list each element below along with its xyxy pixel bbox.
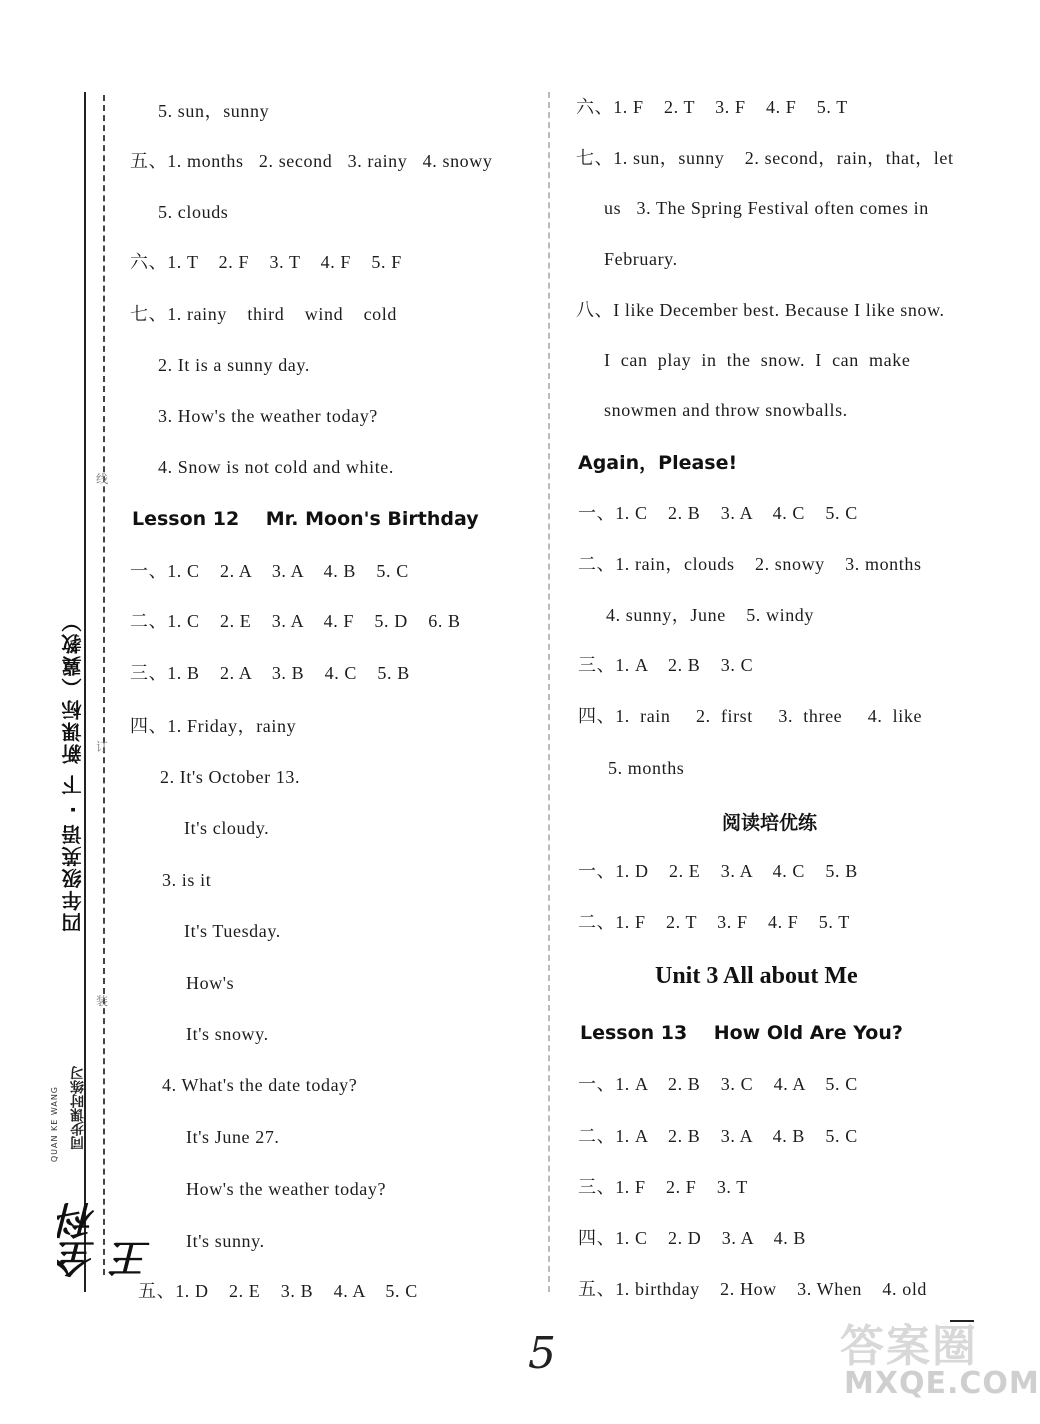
watermark-cn: 答案圈 [840,1321,978,1372]
answer-line: 六、1. T 2. F 3. T 4. F 5. F [130,252,402,272]
watermark [840,1310,1040,1410]
answer-line: 一、1. C 2. B 3. A 4. C 5. C [578,503,858,523]
answer-line: 二、1. C 2. E 3. A 4. F 5. D 6. B [130,611,461,631]
answer-line: 三、1. F 2. F 3. T [578,1177,748,1197]
answer-line: 六、1. F 2. T 3. F 4. F 5. T [576,97,848,117]
answer-line: 5. months [608,758,685,778]
lesson-heading: Again，Please! [578,452,738,474]
watermark-en: MXQE.COM [844,1366,1040,1401]
answer-line: How's [186,973,235,993]
answer-line: 2. It's October 13. [160,767,301,787]
logo-mark: 全科王 [57,1202,157,1278]
book-title: 四年级英语 · 下 新课标（冀教） [61,610,85,933]
page-number: 5 [528,1328,556,1379]
answer-line: 4. What's the date today? [162,1075,358,1095]
answer-line: I can play in the snow. I can make [604,350,911,370]
answer-line: 5. clouds [158,202,229,222]
answer-line: 5. sun，sunny [158,101,270,121]
answer-line: 八、I like December best. Because I like snow. [576,300,945,320]
answer-line: us 3. The Spring Festival often comes in [604,198,929,218]
answer-line: 七、1. sun，sunny 2. second，rain，that，let [576,148,954,168]
answer-line: 五、1. birthday 2. How 3. When 4. old [578,1279,928,1299]
answer-line: It's Tuesday. [184,921,281,941]
logo-subtitle: 同步课时练习 [70,1066,86,1150]
cut-mark: 线 [96,472,109,486]
lesson-heading: Lesson 13 How Old Are You? [580,1022,903,1044]
answer-line: 一、1. D 2. E 3. A 4. C 5. B [578,861,858,881]
answer-line: 4. sunny，June 5. windy [606,605,814,625]
answer-line: 一、1. A 2. B 3. C 4. A 5. C [578,1074,858,1094]
answer-line: 2. It is a sunny day. [158,355,310,375]
answer-line: snowmen and throw snowballs. [604,400,848,420]
answer-line: February. [604,249,678,269]
answer-line: 五、1. D 2. E 3. B 4. A 5. C [138,1281,418,1301]
answer-line: How's the weather today? [186,1179,387,1199]
answer-line: 五、1. months 2. second 3. rainy 4. snowy [130,151,493,171]
answer-line: 二、1. F 2. T 3. F 4. F 5. T [578,912,850,932]
lesson-heading: Lesson 12 Mr. Moon's Birthday [132,508,479,530]
cut-mark: 订 [96,740,109,754]
answer-line: 四、1. Friday，rainy [130,716,297,736]
logo-pinyin: QUAN KE WANG [50,1086,59,1163]
answer-line: It's cloudy. [184,818,270,838]
answer-line: 3. How's the weather today? [158,406,378,426]
answer-line: 三、1. B 2. A 3. B 4. C 5. B [130,663,410,683]
answer-line: It's snowy. [186,1024,269,1044]
answer-line: 一、1. C 2. A 3. A 4. B 5. C [130,561,409,581]
answer-line: 3. is it [162,870,212,890]
answer-line: 二、1. rain，clouds 2. snowy 3. months [578,554,922,574]
cut-mark: 装 [96,994,109,1008]
answer-line: 三、1. A 2. B 3. C [578,655,754,675]
column-divider [548,92,550,1292]
publisher-logo [44,1066,157,1278]
section-heading-reading: 阅读培优练 [722,812,818,834]
answer-line: 二、1. A 2. B 3. A 4. B 5. C [578,1126,858,1146]
answer-line: It's June 27. [186,1127,280,1147]
cut-line [103,95,105,1275]
answer-line: 4. Snow is not cold and white. [158,457,394,477]
answer-line: 七、1. rainy third wind cold [130,304,397,324]
unit-heading: Unit 3 All about Me [655,963,858,989]
answer-line: 四、1. rain 2. first 3. three 4. like [578,706,923,726]
answer-line: It's sunny. [186,1231,265,1251]
answer-line: 四、1. C 2. D 3. A 4. B [578,1228,807,1248]
